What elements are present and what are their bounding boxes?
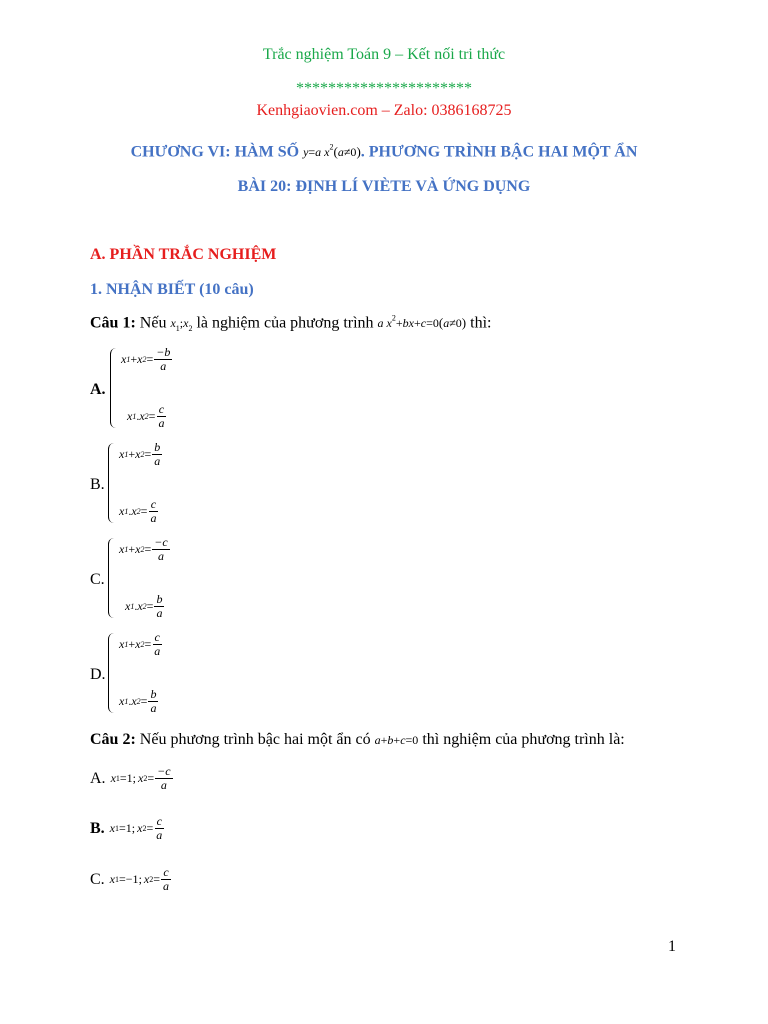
denominator: a (163, 879, 170, 893)
brace-icon (110, 348, 117, 428)
option-d-label[interactable]: D. (90, 666, 106, 683)
doc-header-contact: Kenhgiaovien.com – Zalo: 0386168725 (256, 102, 512, 119)
question-2-text-end: thì nghiệm của phương trình là: (418, 731, 625, 748)
x1-value: −1 (125, 872, 139, 886)
numerator: −c (157, 764, 171, 778)
product-numerator: b (150, 687, 157, 701)
chapter-formula: y=a $x^2(a\ne 0)$ (303, 143, 361, 160)
question-2 (90, 731, 625, 749)
x1-value: 1 (125, 821, 132, 835)
question-1-text: Nếu (135, 314, 171, 332)
denominator: a (156, 828, 163, 842)
sum-row: x 1 + x 2 = $\frac{c}{a}$ (119, 630, 161, 658)
sum-numerator: c (154, 630, 160, 644)
product-numerator: c (158, 402, 165, 416)
question-1-label: Câu 1: (90, 314, 136, 332)
question-1-text-middle: là nghiệm của phương trình (192, 314, 378, 332)
product-denominator: a (156, 606, 163, 620)
numerator: c (163, 865, 169, 879)
option-formula: x 1 = 1 ; x 2 = $\frac{c}{a}$ (109, 814, 163, 842)
page-number: 1 (668, 938, 676, 955)
chapter-prefix: CHƯƠNG VI: HÀM SỐ (130, 143, 304, 161)
product-denominator: a (158, 416, 165, 430)
chapter-title (0, 143, 768, 161)
option-label: C. (90, 870, 105, 888)
product-denominator: a (150, 511, 157, 525)
option-a-system (110, 346, 173, 430)
condition-formula: a+b+c=0 (374, 733, 419, 747)
product-row: x 1 . x 2 = $\frac{b}{a}$ (119, 687, 157, 715)
question-1 (90, 314, 491, 334)
sum-row: x 1 + x 2 = $\frac{-b}{a}$ (121, 345, 171, 373)
sum-numerator: −b (156, 345, 171, 359)
sum-numerator: −c (154, 535, 168, 549)
option-b-label[interactable]: B. (90, 476, 105, 493)
roots-formula: $x_1;x_2$ (170, 316, 193, 334)
denominator: a (160, 778, 167, 792)
brace-icon (108, 538, 115, 618)
product-denominator: a (150, 701, 157, 715)
sum-row: x 1 + x 2 = $\frac{b}{a}$ (119, 440, 161, 468)
question-1-text-end: thì: (466, 314, 492, 332)
q2-option-c[interactable] (90, 866, 172, 893)
option-a-label[interactable]: A. (90, 381, 106, 398)
section-a-heading: A. PHẦN TRẮC NGHIỆM (90, 246, 277, 263)
option-label: B. (90, 819, 105, 837)
x1-value: 1 (126, 771, 133, 785)
option-d-system (108, 631, 163, 715)
sum-row: x 1 + x 2 = $\frac{-c}{a}$ (119, 535, 168, 563)
product-numerator: b (156, 592, 163, 606)
brace-icon (108, 443, 115, 523)
q2-option-a[interactable] (90, 765, 174, 792)
brace-icon (108, 633, 115, 713)
option-formula: x 1 = −1 ; x 2 = $\frac{c}{a}$ (109, 865, 170, 893)
option-c-system (108, 536, 171, 620)
option-formula: x 1 = 1 ; x 2 = $\frac{-c}{a}$ (110, 764, 171, 792)
product-numerator: c (150, 497, 157, 511)
sum-denominator: a (154, 454, 161, 468)
sum-denominator: a (154, 644, 161, 658)
option-c-label[interactable]: C. (90, 571, 105, 588)
sum-denominator: a (157, 549, 164, 563)
product-row: x 1 . x 2 = $\frac{b}{a}$ (125, 592, 163, 620)
numerator: c (156, 814, 162, 828)
q2-option-b[interactable] (90, 815, 165, 842)
product-row: x 1 . x 2 = $\frac{c}{a}$ (127, 402, 165, 430)
sum-denominator: a (160, 359, 167, 373)
doc-header-stars: ********************** (296, 80, 472, 97)
question-2-text: Nếu phương trình bậc hai một ẩn có (135, 731, 375, 748)
option-label: A. (90, 769, 106, 787)
chapter-suffix: . PHƯƠNG TRÌNH BẬC HAI MỘT ẨN (360, 143, 638, 161)
doc-header-title: Trắc nghiệm Toán 9 – Kết nối tri thức (262, 46, 506, 63)
sum-numerator: b (154, 440, 161, 454)
product-row: x 1 . x 2 = $\frac{c}{a}$ (119, 497, 157, 525)
subsection-heading: 1. NHẬN BIẾT (10 câu) (90, 281, 254, 298)
question-2-label: Câu 2: (90, 731, 136, 748)
lesson-title: BÀI 20: ĐỊNH LÍ VIÈTE VÀ ỨNG DỤNG (237, 178, 531, 195)
equation-formula: a $x^2+bx+c=0(a\ne 0)$ (377, 314, 467, 331)
option-b-system (108, 441, 163, 525)
